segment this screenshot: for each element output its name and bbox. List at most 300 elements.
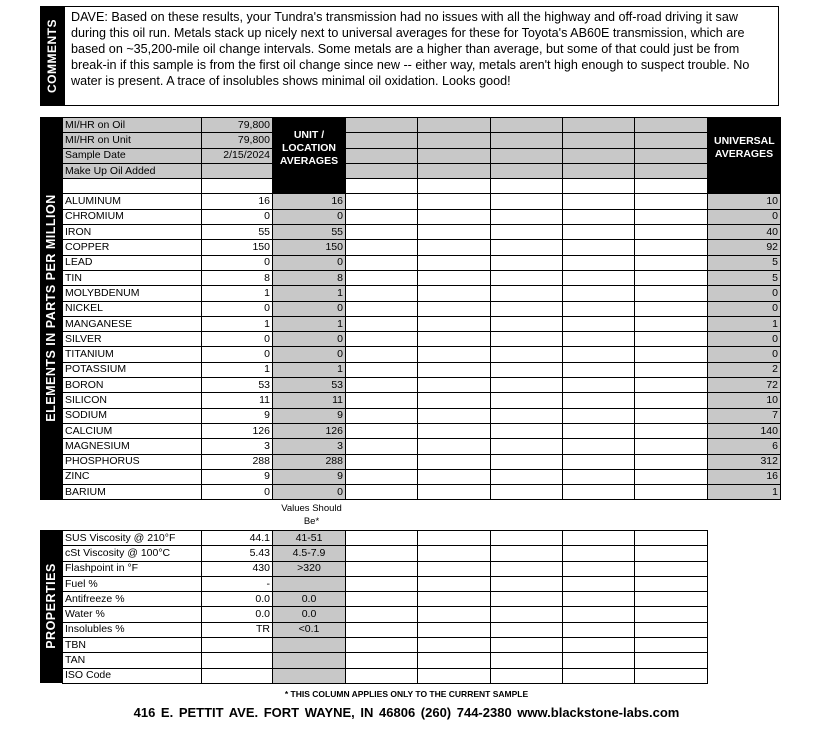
empty-cell: [635, 408, 708, 423]
empty-cell: [563, 622, 635, 637]
header-row: [63, 163, 781, 178]
empty-cell: [635, 393, 708, 408]
property-value: [202, 653, 273, 668]
empty-cell: [491, 393, 563, 408]
property-should-be: 0.0: [273, 592, 346, 607]
element-row: [63, 240, 781, 255]
element-unit-avg: 1: [273, 362, 346, 377]
empty-cell: [346, 225, 418, 240]
empty-cell: [635, 423, 708, 438]
empty-cell: [635, 531, 708, 546]
empty-cell: [635, 622, 708, 637]
empty-cell: [418, 546, 491, 561]
empty-cell: [635, 286, 708, 301]
property-should-be: <0.1: [273, 622, 346, 637]
empty-cell: [563, 148, 635, 163]
property-name: cSt Viscosity @ 100°C: [63, 546, 202, 561]
element-unit-avg: 0: [273, 485, 346, 500]
element-unit-avg: 0: [273, 209, 346, 224]
element-name: MAGNESIUM: [63, 439, 202, 454]
element-value: 0: [202, 209, 273, 224]
element-name: CALCIUM: [63, 423, 202, 438]
comments-text: DAVE: Based on these results, your Tundra's transmission had no issues with all the highway and off-road driving it saw during this oil run. Metals stack up nicely next to universal averages for these for Toyota's AB60E transmission, which are based on ~35,200-mile oil change intervals. Some metals are a higher than average, but some of that could just be from break-in if this sample is from the first oil change since new -- either way, metals aren't high enough to suspect trouble. No water is present. A trace of insolubles shows minimal oil oxidation. Looks good!: [64, 6, 779, 106]
empty-cell: [346, 668, 418, 683]
element-unit-avg: 53: [273, 378, 346, 393]
empty-cell: [418, 592, 491, 607]
empty-cell: [418, 622, 491, 637]
empty-cell: [563, 194, 635, 209]
element-unit-avg: 11: [273, 393, 346, 408]
empty-cell: [563, 423, 635, 438]
element-row: [63, 378, 781, 393]
empty-cell: [346, 179, 418, 194]
empty-cell: [346, 378, 418, 393]
empty-cell: [635, 347, 708, 362]
element-value: 126: [202, 423, 273, 438]
element-value: 3: [202, 439, 273, 454]
empty-cell: [635, 163, 708, 178]
empty-cell: [635, 118, 708, 133]
header-label: MI/HR on Oil: [63, 118, 202, 133]
property-row: [63, 561, 708, 576]
property-row: [63, 576, 708, 591]
element-row: [63, 332, 781, 347]
property-name: Insolubles %: [63, 622, 202, 637]
element-row: [63, 255, 781, 270]
element-value: 0: [202, 347, 273, 362]
empty-cell: [491, 423, 563, 438]
empty-cell: [491, 240, 563, 255]
elements-table: [62, 117, 781, 500]
property-should-be: [273, 668, 346, 683]
empty-cell: [491, 194, 563, 209]
header-row: [63, 148, 781, 163]
empty-cell: [635, 225, 708, 240]
empty-cell: [491, 439, 563, 454]
empty-cell: [346, 393, 418, 408]
header-row: [63, 133, 781, 148]
property-should-be: [273, 638, 346, 653]
empty-cell: [635, 179, 708, 194]
empty-cell: [563, 576, 635, 591]
property-value: -: [202, 576, 273, 591]
empty-cell: [563, 316, 635, 331]
property-value: 5.43: [202, 546, 273, 561]
header-label: Sample Date: [63, 148, 202, 163]
property-row: [63, 592, 708, 607]
property-should-be: 0.0: [273, 607, 346, 622]
values-should-be-label: Values Should Be*: [281, 503, 342, 527]
empty-cell: [346, 439, 418, 454]
empty-cell: [491, 179, 563, 194]
element-universal-avg: 92: [708, 240, 781, 255]
element-universal-avg: 40: [708, 225, 781, 240]
empty-cell: [563, 270, 635, 285]
empty-cell: [635, 439, 708, 454]
empty-cell: [63, 179, 202, 194]
property-value: 0.0: [202, 592, 273, 607]
empty-cell: [491, 378, 563, 393]
header-label: MI/HR on Unit: [63, 133, 202, 148]
element-universal-avg: 5: [708, 270, 781, 285]
empty-cell: [346, 408, 418, 423]
empty-cell: [563, 531, 635, 546]
empty-cell: [563, 118, 635, 133]
empty-cell: [635, 240, 708, 255]
element-value: 11: [202, 393, 273, 408]
header-value: 79,800: [202, 133, 273, 148]
empty-cell: [418, 668, 491, 683]
empty-cell: [418, 148, 491, 163]
empty-cell: [346, 485, 418, 500]
property-name: Flashpoint in °F: [63, 561, 202, 576]
header-value: 2/15/2024: [202, 148, 273, 163]
element-name: BARIUM: [63, 485, 202, 500]
property-should-be: 41-51: [273, 531, 346, 546]
empty-cell: [418, 485, 491, 500]
element-row: [63, 270, 781, 285]
empty-cell: [635, 270, 708, 285]
empty-cell: [418, 576, 491, 591]
empty-cell: [418, 653, 491, 668]
empty-cell: [563, 393, 635, 408]
empty-cell: [418, 531, 491, 546]
element-row: [63, 194, 781, 209]
empty-cell: [346, 546, 418, 561]
element-row: [63, 347, 781, 362]
empty-cell: [491, 286, 563, 301]
empty-cell: [491, 118, 563, 133]
empty-cell: [418, 607, 491, 622]
empty-cell: [635, 316, 708, 331]
empty-cell: [635, 607, 708, 622]
empty-cell: [346, 347, 418, 362]
empty-cell: [418, 638, 491, 653]
element-unit-avg: 16: [273, 194, 346, 209]
element-value: 1: [202, 286, 273, 301]
empty-cell: [491, 546, 563, 561]
empty-cell: [491, 638, 563, 653]
element-unit-avg: 0: [273, 332, 346, 347]
property-name: SUS Viscosity @ 210°F: [63, 531, 202, 546]
footer-address: 416 E. PETTIT AVE. FORT WAYNE, IN 46806 (260) 744-2380 www.blackstone-labs.com: [133, 705, 680, 720]
empty-cell: [491, 362, 563, 377]
element-universal-avg: 10: [708, 194, 781, 209]
empty-cell: [418, 408, 491, 423]
empty-cell: [346, 316, 418, 331]
property-name: Antifreeze %: [63, 592, 202, 607]
elements-label: ELEMENTS IN PARTS PER MILLION: [44, 194, 58, 422]
empty-cell: [563, 439, 635, 454]
element-value: 0: [202, 485, 273, 500]
empty-cell: [346, 362, 418, 377]
empty-cell: [563, 668, 635, 683]
empty-cell: [346, 653, 418, 668]
element-value: 9: [202, 469, 273, 484]
element-value: 0: [202, 332, 273, 347]
property-should-be: 4.5-7.9: [273, 546, 346, 561]
empty-cell: [491, 454, 563, 469]
empty-cell: [491, 576, 563, 591]
empty-cell: [346, 118, 418, 133]
empty-cell: [273, 179, 346, 194]
element-row: [63, 301, 781, 316]
element-name: ALUMINUM: [63, 194, 202, 209]
empty-cell: [563, 209, 635, 224]
element-name: COPPER: [63, 240, 202, 255]
element-value: 1: [202, 316, 273, 331]
element-value: 9: [202, 408, 273, 423]
element-row: [63, 439, 781, 454]
empty-cell: [491, 148, 563, 163]
empty-cell: [563, 133, 635, 148]
element-name: PHOSPHORUS: [63, 454, 202, 469]
properties-label: PROPERTIES: [44, 563, 58, 649]
empty-cell: [346, 163, 418, 178]
empty-cell: [491, 622, 563, 637]
properties-table: [62, 530, 708, 684]
empty-cell: [491, 607, 563, 622]
element-name: CHROMIUM: [63, 209, 202, 224]
empty-cell: [418, 469, 491, 484]
element-unit-avg: 9: [273, 469, 346, 484]
empty-cell: [346, 148, 418, 163]
spacer-row: [63, 179, 781, 194]
empty-cell: [418, 378, 491, 393]
element-value: 8: [202, 270, 273, 285]
element-universal-avg: 140: [708, 423, 781, 438]
empty-cell: [563, 347, 635, 362]
empty-cell: [346, 576, 418, 591]
empty-cell: [563, 607, 635, 622]
empty-cell: [635, 668, 708, 683]
empty-cell: [635, 576, 708, 591]
header-row: [63, 118, 781, 133]
empty-cell: [491, 485, 563, 500]
footer-note: * THIS COLUMN APPLIES ONLY TO THE CURRENT SAMPLE: [284, 689, 529, 699]
empty-cell: [346, 209, 418, 224]
empty-cell: [346, 255, 418, 270]
unit-averages-header: UNIT / LOCATION AVERAGES: [273, 118, 346, 179]
empty-cell: [635, 638, 708, 653]
element-name: SILVER: [63, 332, 202, 347]
property-name: ISO Code: [63, 668, 202, 683]
empty-cell: [563, 240, 635, 255]
empty-cell: [635, 148, 708, 163]
element-row: [63, 393, 781, 408]
empty-cell: [491, 668, 563, 683]
element-name: LEAD: [63, 255, 202, 270]
empty-cell: [563, 485, 635, 500]
empty-cell: [635, 469, 708, 484]
element-unit-avg: 8: [273, 270, 346, 285]
element-universal-avg: 0: [708, 347, 781, 362]
element-universal-avg: 16: [708, 469, 781, 484]
empty-cell: [563, 163, 635, 178]
empty-cell: [418, 439, 491, 454]
comments-label: COMMENTS: [45, 19, 59, 93]
empty-cell: [418, 454, 491, 469]
property-value: 44.1: [202, 531, 273, 546]
empty-cell: [491, 408, 563, 423]
element-name: MOLYBDENUM: [63, 286, 202, 301]
element-universal-avg: 1: [708, 485, 781, 500]
empty-cell: [346, 423, 418, 438]
empty-cell: [346, 607, 418, 622]
element-universal-avg: 0: [708, 286, 781, 301]
element-row: [63, 485, 781, 500]
empty-cell: [491, 531, 563, 546]
property-should-be: [273, 653, 346, 668]
element-value: 1: [202, 362, 273, 377]
element-row: [63, 408, 781, 423]
element-name: POTASSIUM: [63, 362, 202, 377]
property-row: [63, 638, 708, 653]
empty-cell: [491, 592, 563, 607]
empty-cell: [563, 469, 635, 484]
element-value: 0: [202, 255, 273, 270]
element-row: [63, 454, 781, 469]
empty-cell: [418, 270, 491, 285]
property-value: [202, 638, 273, 653]
empty-cell: [563, 301, 635, 316]
element-name: SODIUM: [63, 408, 202, 423]
property-name: TAN: [63, 653, 202, 668]
empty-cell: [418, 225, 491, 240]
element-universal-avg: 0: [708, 301, 781, 316]
element-value: 150: [202, 240, 273, 255]
empty-cell: [418, 133, 491, 148]
property-row: [63, 653, 708, 668]
element-unit-avg: 0: [273, 301, 346, 316]
empty-cell: [346, 454, 418, 469]
element-row: [63, 423, 781, 438]
empty-cell: [418, 286, 491, 301]
empty-cell: [346, 638, 418, 653]
empty-cell: [491, 255, 563, 270]
empty-cell: [491, 332, 563, 347]
element-universal-avg: 72: [708, 378, 781, 393]
empty-cell: [491, 163, 563, 178]
empty-cell: [563, 332, 635, 347]
element-unit-avg: 0: [273, 255, 346, 270]
empty-cell: [635, 485, 708, 500]
element-unit-avg: 126: [273, 423, 346, 438]
empty-cell: [635, 653, 708, 668]
property-should-be: [273, 576, 346, 591]
empty-cell: [563, 286, 635, 301]
element-universal-avg: 1: [708, 316, 781, 331]
empty-cell: [563, 546, 635, 561]
empty-cell: [418, 561, 491, 576]
element-name: TIN: [63, 270, 202, 285]
element-universal-avg: 0: [708, 332, 781, 347]
element-universal-avg: 6: [708, 439, 781, 454]
empty-cell: [635, 209, 708, 224]
empty-cell: [563, 362, 635, 377]
element-name: MANGANESE: [63, 316, 202, 331]
empty-cell: [563, 378, 635, 393]
element-universal-avg: 2: [708, 362, 781, 377]
empty-cell: [491, 209, 563, 224]
element-row: [63, 286, 781, 301]
element-value: 288: [202, 454, 273, 469]
empty-cell: [491, 270, 563, 285]
empty-cell: [635, 194, 708, 209]
element-unit-avg: 150: [273, 240, 346, 255]
empty-cell: [491, 316, 563, 331]
empty-cell: [418, 118, 491, 133]
empty-cell: [491, 301, 563, 316]
element-row: [63, 469, 781, 484]
property-should-be: >320: [273, 561, 346, 576]
empty-cell: [635, 454, 708, 469]
element-name: BORON: [63, 378, 202, 393]
empty-cell: [418, 347, 491, 362]
empty-cell: [346, 622, 418, 637]
empty-cell: [346, 194, 418, 209]
property-value: TR: [202, 622, 273, 637]
property-row: [63, 622, 708, 637]
element-value: 55: [202, 225, 273, 240]
element-unit-avg: 288: [273, 454, 346, 469]
element-row: [63, 362, 781, 377]
element-name: ZINC: [63, 469, 202, 484]
empty-cell: [346, 531, 418, 546]
property-row: [63, 668, 708, 683]
empty-cell: [635, 301, 708, 316]
element-universal-avg: 7: [708, 408, 781, 423]
element-row: [63, 209, 781, 224]
element-unit-avg: 3: [273, 439, 346, 454]
empty-cell: [563, 179, 635, 194]
element-universal-avg: 312: [708, 454, 781, 469]
property-name: Water %: [63, 607, 202, 622]
element-name: NICKEL: [63, 301, 202, 316]
property-value: 430: [202, 561, 273, 576]
empty-cell: [635, 561, 708, 576]
element-value: 16: [202, 194, 273, 209]
element-universal-avg: 5: [708, 255, 781, 270]
header-label: Make Up Oil Added: [63, 163, 202, 178]
empty-cell: [491, 561, 563, 576]
header-value: [202, 163, 273, 178]
empty-cell: [346, 133, 418, 148]
universal-averages-header: UNIVERSAL AVERAGES: [708, 118, 781, 179]
empty-cell: [346, 332, 418, 347]
empty-cell: [635, 378, 708, 393]
empty-cell: [202, 179, 273, 194]
empty-cell: [346, 301, 418, 316]
element-unit-avg: 1: [273, 316, 346, 331]
empty-cell: [418, 240, 491, 255]
header-value: 79,800: [202, 118, 273, 133]
property-row: [63, 607, 708, 622]
empty-cell: [418, 179, 491, 194]
empty-cell: [635, 592, 708, 607]
empty-cell: [491, 225, 563, 240]
element-value: 53: [202, 378, 273, 393]
element-row: [63, 225, 781, 240]
element-universal-avg: 10: [708, 393, 781, 408]
empty-cell: [418, 393, 491, 408]
empty-cell: [418, 332, 491, 347]
element-name: TITANIUM: [63, 347, 202, 362]
empty-cell: [563, 561, 635, 576]
empty-cell: [418, 362, 491, 377]
empty-cell: [346, 286, 418, 301]
empty-cell: [563, 255, 635, 270]
